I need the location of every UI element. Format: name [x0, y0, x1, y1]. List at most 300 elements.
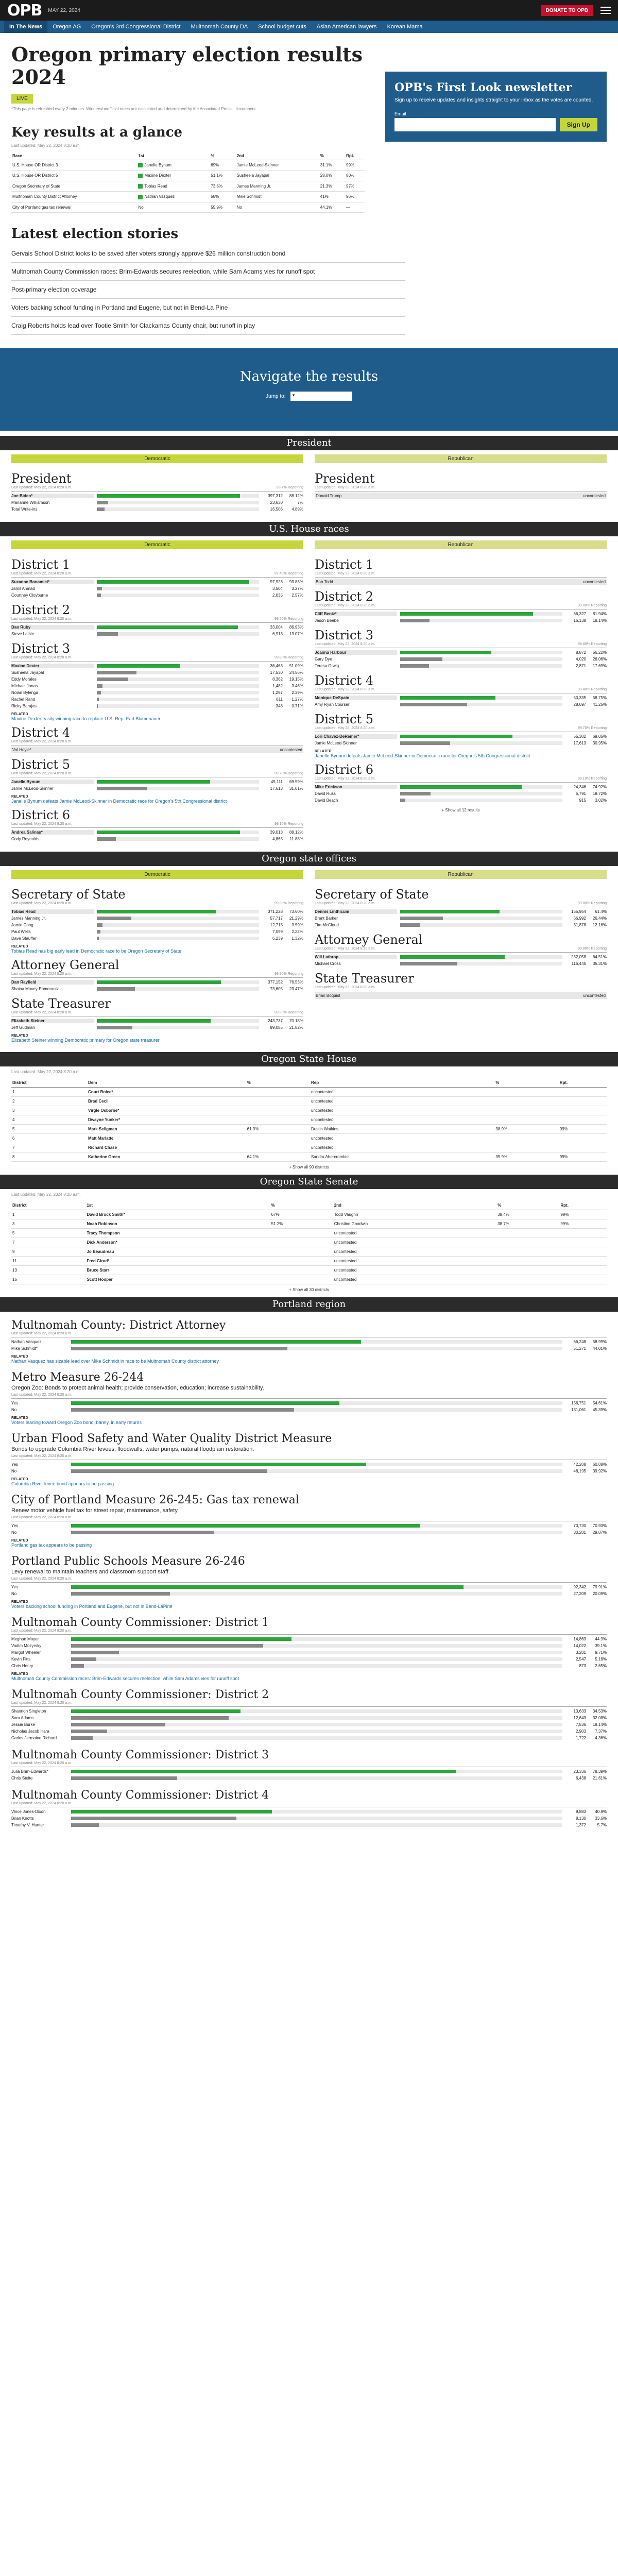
table-row	[11, 1238, 607, 1247]
vote-count: 16,506	[270, 506, 283, 512]
candidate-row	[11, 1775, 607, 1782]
vote-bar	[71, 1730, 562, 1733]
race-card	[11, 757, 303, 804]
vote-bar-fill	[97, 980, 221, 984]
vote-count: 243,737	[268, 1018, 283, 1023]
nav-link[interactable]: Korean Mama	[387, 24, 423, 30]
vote-bar-fill	[71, 1340, 361, 1344]
vote-count: 1,297	[272, 690, 283, 695]
vote-percent: 70.18%	[289, 1018, 303, 1023]
updated-text: Last updated: May 22, 2024 8:20 a.m.	[11, 1010, 72, 1014]
table-header: Rpt.	[559, 1201, 607, 1210]
race-title: Attorney General	[315, 932, 423, 947]
measure-description: Oregon Zoo: Bonds to protect animal health; provide conservation, education; increase sustainability.	[11, 1384, 264, 1391]
vote-bar	[71, 1709, 562, 1713]
candidate-name: Jeff Gudman	[11, 1025, 35, 1030]
vote-bar	[400, 910, 562, 913]
reporting-text: 99.20% Reporting	[274, 617, 303, 621]
donate-button[interactable]: DONATE TO OPB	[541, 5, 593, 16]
related-label: RELATED	[11, 1416, 28, 1420]
vote-percent: 44.9%	[595, 1636, 607, 1641]
table-cell: 5	[11, 1228, 85, 1238]
table-cell	[246, 1115, 310, 1124]
race-updated	[11, 1393, 607, 1399]
candidate-name: Timothy V. Hunter	[11, 1822, 44, 1827]
race-card	[11, 557, 303, 599]
vote-bar	[97, 594, 259, 597]
cell-text: No	[138, 205, 144, 210]
candidate-row	[11, 1649, 607, 1656]
nav-link[interactable]: School budget cuts	[258, 24, 306, 30]
reporting-text: 99.80% Reporting	[274, 1010, 303, 1014]
related-story-link[interactable]: Multnomah County Commission races: Brim-Edwards secures reelection, while Sam Adams vies for runoff spot	[11, 1675, 239, 1681]
vote-percent: 73.60%	[289, 909, 303, 914]
vote-count: 27,209	[573, 1591, 586, 1596]
candidate-name: Mike Erickson	[315, 785, 397, 789]
vote-bar	[71, 1770, 562, 1773]
measure-description: Levy renewal to maintain teachers and classroom support staff.	[11, 1568, 170, 1575]
candidate-row	[11, 1728, 607, 1735]
candidate-name: David Russ	[315, 791, 336, 796]
table-cell: 1	[11, 1087, 87, 1096]
table-cell	[494, 1133, 558, 1143]
candidate-row	[11, 703, 303, 709]
vote-count: 116,445	[571, 961, 586, 966]
vote-percent: 31.01%	[289, 786, 303, 791]
key-results-table	[11, 152, 365, 213]
table-cell	[494, 1143, 558, 1152]
vote-count: 51,271	[573, 1346, 586, 1351]
vote-count: 14,022	[573, 1643, 586, 1648]
candidate-row	[11, 1468, 607, 1475]
nav-link[interactable]: Oregon AG	[53, 24, 81, 30]
section-band-president: President	[0, 436, 618, 450]
candidate-row	[11, 585, 303, 592]
table-cell	[559, 1133, 607, 1143]
vote-bar-fill	[97, 698, 99, 701]
page-title: Oregon primary election results 2024	[11, 43, 363, 89]
vote-bar-fill	[97, 1026, 132, 1029]
vote-percent: 19.14%	[592, 1722, 607, 1727]
vote-bar	[97, 664, 259, 668]
cell-text: Janelle Bynum	[144, 163, 171, 167]
race-card	[11, 808, 303, 842]
table-cell	[210, 202, 235, 212]
candidate-row	[315, 694, 607, 701]
table-cell	[494, 1115, 558, 1124]
vote-bar	[71, 1408, 562, 1412]
related-story-link[interactable]: Tobias Read has big early lead in Democratic race to be Oregon Secretary of State	[11, 948, 182, 954]
candidate-row	[11, 1815, 607, 1822]
candidate-name: Julia Brim-Edwards*	[11, 1769, 49, 1774]
hamburger-menu-icon[interactable]	[600, 7, 611, 14]
candidate-row	[315, 663, 607, 669]
vote-count: 1,722	[575, 1735, 586, 1740]
show-all-senate[interactable]: + Show all 30 districts	[289, 1287, 329, 1292]
vote-count: 16,138	[573, 618, 586, 623]
candidate-row	[11, 979, 303, 986]
vote-percent: 19.15%	[289, 676, 303, 682]
email-field[interactable]	[394, 118, 556, 131]
race-card	[11, 996, 303, 1043]
table-cell: Noah Robinson	[85, 1219, 270, 1228]
vote-bar	[97, 632, 259, 636]
candidate-name: Maxine Dexter	[11, 664, 94, 668]
candidate-name: Suzanne Bonamici*	[11, 580, 94, 584]
related-story-link[interactable]: Portland gas tax appears to be passing	[11, 1542, 92, 1548]
race-card	[11, 603, 303, 637]
table-cell	[137, 171, 210, 181]
vote-bar	[400, 657, 562, 661]
vote-bar-fill	[97, 625, 238, 629]
table-cell	[236, 181, 319, 191]
updated-text: Last updated: May 22, 2024 8:20 a.m.	[315, 571, 375, 575]
vote-count: 1,482	[272, 683, 283, 688]
vote-percent: 26.06%	[592, 656, 607, 662]
vote-bar	[71, 1463, 562, 1466]
vote-count: 397,312	[268, 493, 283, 498]
vote-count: 24,346	[573, 784, 586, 789]
vote-percent: 44.01%	[592, 1346, 607, 1351]
dem-label: Democratic	[11, 454, 303, 463]
vote-bar	[97, 987, 259, 991]
table-row	[11, 1143, 607, 1152]
key-results-updated: Last updated: May 22, 2024 8:20 a.m.	[11, 143, 81, 148]
table-cell: 13	[11, 1265, 85, 1275]
table-cell	[559, 1265, 607, 1275]
table-cell: David Brock Smith*	[85, 1210, 270, 1219]
nav-link[interactable]: Multnomah County DA	[191, 24, 248, 30]
vote-percent: 18.72%	[592, 791, 607, 796]
candidate-row	[11, 1590, 607, 1597]
vote-percent: 35.31%	[592, 961, 607, 966]
table-cell: Scott Hooper	[85, 1275, 270, 1284]
vote-count: 99,085	[270, 1025, 283, 1030]
table-cell	[246, 1143, 310, 1152]
table-cell	[559, 1143, 607, 1152]
race-card	[11, 641, 303, 721]
table-cell: 4	[11, 1115, 87, 1124]
related-label: RELATED	[11, 944, 28, 948]
table-cell: 99%	[559, 1210, 607, 1219]
vote-count: 232,058	[571, 954, 586, 959]
candidate-row	[11, 1642, 607, 1649]
candidate-row	[315, 954, 607, 960]
cell-text: 28.0%	[320, 173, 332, 178]
vote-bar-fill	[400, 664, 429, 668]
candidate-row	[315, 656, 607, 663]
vote-percent: 3.59%	[291, 922, 303, 927]
vote-percent: 51.09%	[289, 663, 303, 668]
updated-text: Last updated: May 22, 2024 8:20 a.m.	[11, 1801, 72, 1805]
candidate-row	[11, 829, 303, 836]
vote-percent: 93.83%	[289, 579, 303, 584]
vote-bar	[97, 787, 259, 790]
story-link[interactable]: Craig Roberts holds lead over Tootie Smith for Clackamas County chair, but runoff in play	[11, 317, 405, 335]
updated-text: Last updated: May 22, 2024 8:20 a.m.	[11, 1761, 72, 1765]
vote-bar	[400, 619, 562, 622]
vote-count: 7,099	[272, 929, 283, 934]
table-cell	[246, 1133, 310, 1143]
candidate-name: Tim McCloud	[315, 922, 339, 927]
vote-bar	[97, 910, 259, 913]
updated-text: Last updated: May 22, 2024 8:20 a.m.	[11, 1393, 72, 1397]
race-updated	[315, 572, 607, 578]
vote-count: 17,613	[573, 740, 586, 745]
cell-text: 21.3%	[320, 183, 332, 189]
vote-percent: 79.91%	[592, 1584, 607, 1589]
reporting-text: 99.80% Reporting	[274, 655, 303, 659]
race-updated	[11, 1516, 607, 1521]
candidate-row	[11, 1522, 607, 1529]
race-card	[11, 725, 303, 753]
vote-percent: 2.57%	[291, 592, 303, 598]
table-cell	[270, 1265, 333, 1275]
vote-bar	[400, 696, 562, 700]
vote-count: 4,865	[272, 836, 283, 841]
vote-count: 66,992	[573, 916, 586, 921]
related-story-link[interactable]: Voters backing school funding in Portland and Eugene, but not in Bend-LaPine	[11, 1603, 173, 1609]
candidate-name: Mike Schmidt*	[11, 1346, 38, 1351]
table-cell: Sandra Abercrombie	[310, 1152, 494, 1161]
race-updated	[11, 1802, 607, 1807]
vote-bar	[71, 1657, 562, 1661]
table-cell	[270, 1238, 333, 1247]
table-row	[11, 202, 365, 212]
candidate-row	[315, 733, 607, 740]
refresh-note: *This page is refreshed every 2 minutes. Winners/unofficial races are calculated and determined by the Associated Press. · Incumbent	[11, 107, 256, 111]
updated-text: Last updated: May 22, 2024 8:20 a.m.	[11, 655, 72, 659]
vote-bar	[400, 651, 562, 654]
table-cell	[11, 192, 137, 202]
story-link[interactable]: Voters backing school funding in Portland and Eugene, but not in Bend-La Pine	[11, 299, 405, 317]
table-header: 2nd	[236, 152, 319, 160]
candidate-row	[11, 1338, 607, 1345]
candidate-row	[11, 1721, 607, 1728]
measure-card	[11, 1371, 607, 1425]
vote-percent: 3.46%	[291, 683, 303, 688]
vote-bar	[400, 917, 562, 920]
race-title: Portland Public Schools Measure 26-246	[11, 1554, 245, 1568]
vote-count: 57,717	[270, 916, 283, 921]
vote-percent: 58.75%	[592, 695, 607, 700]
nav-in-the-news[interactable]: In The News	[4, 21, 47, 33]
candidate-row	[11, 624, 303, 631]
candidate-name: No	[11, 1468, 17, 1473]
updated-text: Last updated: May 22, 2024 8:20 a.m.	[11, 1577, 72, 1581]
table-cell: 61.3%	[246, 1124, 310, 1133]
vote-percent: 9.71%	[595, 1650, 607, 1655]
vote-percent: 0.71%	[291, 703, 303, 708]
table-cell: uncontested	[310, 1096, 494, 1106]
table-cell	[559, 1275, 607, 1284]
vote-percent: 74.92%	[592, 784, 607, 789]
table-cell: 8	[11, 1152, 87, 1161]
candidate-name: Dan Ruby	[11, 625, 94, 630]
updated-text: Last updated: May 22, 2024 8:20 a.m.	[315, 642, 375, 646]
updated-text: Last updated: May 22, 2024 8:20 a.m.	[315, 687, 375, 691]
vote-bar	[97, 507, 259, 511]
table-cell: uncontested	[310, 1115, 494, 1124]
related-story-link[interactable]: Nathan Vasquez has sizable lead over Mike Schmidt in race to be Multnomah County district attorney	[11, 1358, 219, 1364]
cell-text: No	[236, 205, 242, 210]
vote-bar	[71, 1592, 562, 1596]
jump-select[interactable]: ▾	[290, 392, 352, 401]
race-title: Multnomah County Commissioner: District 3	[11, 1748, 269, 1761]
uncontested-row	[315, 579, 607, 585]
table-row	[11, 1210, 607, 1219]
candidate-name: Chris Stolte	[11, 1775, 33, 1781]
dem-label: Democratic	[11, 870, 303, 879]
race-updated	[315, 947, 607, 953]
vote-percent: 13.07%	[289, 631, 303, 636]
vote-count: 8,872	[575, 650, 586, 655]
vote-bar	[71, 1776, 562, 1780]
vote-count: 92,342	[573, 1584, 586, 1589]
candidate-name: Shannon Singleton	[11, 1708, 46, 1714]
updated-text: Last updated: May 22, 2024 8:20 a.m.	[11, 1454, 72, 1458]
table-cell: Fred Girod*	[85, 1256, 270, 1265]
vote-bar-fill	[400, 962, 457, 965]
vote-percent: 78.39%	[592, 1769, 607, 1774]
vote-bar	[97, 698, 259, 701]
measure-card	[11, 1494, 607, 1548]
vote-percent: 39.1%	[595, 1643, 607, 1648]
vote-bar	[97, 691, 259, 694]
story-link[interactable]: Post-primary election coverage	[11, 281, 405, 299]
story-link[interactable]: Multnomah County Commission races: Brim-Edwards secures reelection, while Sam Adams vies for runoff spot	[11, 263, 405, 281]
story-link[interactable]: Gervais School District looks to be saved after voters strongly approve $26 million construction bond	[11, 245, 405, 263]
cell-text: 99%	[346, 163, 355, 167]
table-cell	[345, 181, 365, 191]
related-story-link[interactable]: Janelle Bynum defeats Jamie McLeod-Skinner in Democratic race for Oregon's 5th Congressional district	[11, 798, 227, 804]
vote-bar-fill	[71, 1469, 267, 1473]
vote-bar	[400, 703, 562, 706]
vote-bar	[97, 930, 259, 934]
related-story-link[interactable]: Janelle Bynum defeats Jamie McLeod-Skinner in Democratic race for Oregon's 5th Congressional district	[315, 753, 530, 758]
uncontested-label: uncontested	[583, 579, 606, 584]
nav-link[interactable]: Asian American lawyers	[316, 24, 377, 30]
updated-text: Last updated: May 22, 2024 8:20 a.m.	[315, 485, 375, 489]
vote-bar-fill	[97, 1019, 211, 1023]
candidate-name: Shaina Maxey-Pomerantz	[11, 986, 59, 991]
osh-updated: Last updated: May 22, 2024 8:20 a.m.	[11, 1069, 81, 1074]
updated-text: Last updated: May 22, 2024 8:20 a.m.	[11, 1701, 72, 1705]
race-card	[315, 589, 607, 624]
vote-percent: 56.22%	[592, 650, 607, 655]
cell-text: 80%	[346, 173, 355, 178]
table-cell: 3	[11, 1106, 87, 1115]
vote-count: 1,372	[575, 1822, 586, 1827]
reporting-text: 99.80% Reporting	[274, 901, 303, 905]
race-updated	[315, 902, 607, 907]
cell-text: 55.9%	[211, 205, 222, 210]
vote-count: 28,697	[573, 702, 586, 707]
candidate-row	[315, 701, 607, 708]
table-header: %	[210, 152, 235, 160]
candidate-name: Jamil Ahmad	[11, 586, 35, 591]
cell-text: 41%	[320, 194, 329, 199]
candidate-row	[11, 935, 303, 942]
cell-text: 69%	[211, 163, 219, 167]
rep-label: Republican	[315, 454, 607, 463]
cell-text: 58%	[211, 194, 219, 199]
vote-bar-fill	[400, 619, 430, 622]
table-cell	[559, 1096, 607, 1106]
vote-percent: 34.53%	[592, 1708, 607, 1714]
table-cell	[236, 160, 319, 171]
table-cell: Christine Goodwin	[333, 1219, 497, 1228]
table-cell	[11, 160, 137, 171]
race-updated	[11, 1011, 303, 1016]
table-cell	[137, 202, 210, 212]
vote-count: 39,013	[270, 829, 283, 835]
vote-percent: 7%	[297, 500, 303, 505]
race-title: City of Portland Measure 26-245: Gas tax renewal	[11, 1493, 299, 1506]
vote-bar	[97, 625, 259, 629]
vote-percent: 3.27%	[291, 586, 303, 591]
related-story-link[interactable]: Columbia River levee bond appears to be passing	[11, 1481, 114, 1486]
show-all-districts[interactable]: + Show all 90 districts	[289, 1164, 329, 1170]
candidate-name: Cliff Bentz*	[315, 612, 397, 616]
candidate-name: Steve Laible	[11, 631, 35, 636]
vote-bar-fill	[97, 580, 249, 584]
table-cell: 99%	[559, 1152, 607, 1161]
signup-button[interactable]: Sign Up	[560, 118, 597, 131]
candidate-name: Teresa Orwig	[315, 663, 339, 668]
candidate-row	[11, 1024, 303, 1031]
related-story-link[interactable]: Voters leaning toward Oregon Zoo bond, barely, in early returns	[11, 1419, 142, 1425]
vote-count: 915	[579, 798, 586, 803]
nav-link[interactable]: Oregon's 3rd Congressional District	[91, 24, 181, 30]
candidate-row	[11, 1018, 303, 1024]
table-cell	[494, 1096, 558, 1106]
measure-description: Renew motor vehicle fuel tax for street repair, maintenance, safety.	[11, 1507, 179, 1514]
vote-percent: 4.89%	[291, 506, 303, 512]
updated-text: Last updated: May 22, 2024 8:20 a.m.	[11, 617, 72, 621]
show-all-link[interactable]: + Show all 12 results	[441, 807, 480, 812]
table-cell	[246, 1106, 310, 1115]
table-cell: Matt Marlatte	[87, 1133, 246, 1143]
vote-bar	[400, 955, 562, 959]
measure-description: Bonds to upgrade Columbia River levees, floodwalls, water pumps, natural floodplain restoration.	[11, 1446, 254, 1452]
related-story-link[interactable]: Elizabeth Steiner winning Democratic primary for Oregon state treasurer	[11, 1037, 160, 1043]
candidate-name: Yes	[11, 1523, 19, 1528]
table-cell	[137, 192, 210, 202]
measure-card	[11, 1688, 607, 1741]
vote-bar-fill	[97, 677, 128, 681]
table-cell: 7	[11, 1143, 87, 1152]
race-title: State Treasurer	[11, 996, 111, 1011]
candidate-row	[11, 915, 303, 922]
opb-logo[interactable]: OPB	[7, 1, 42, 20]
updated-text: Last updated: May 22, 2024 8:20 a.m.	[11, 1629, 72, 1633]
updated-text: Last updated: May 22, 2024 8:20 a.m.	[11, 571, 72, 575]
vote-bar-fill	[400, 955, 505, 959]
live-badge: LIVE	[11, 94, 33, 104]
table-cell	[137, 181, 210, 191]
candidate-name: No	[11, 1407, 17, 1412]
vote-bar	[97, 1019, 259, 1023]
newsletter-title: OPB's First Look newsletter	[394, 81, 572, 94]
table-cell	[559, 1238, 607, 1247]
vote-percent: 3.02%	[595, 798, 607, 803]
table-header: %	[496, 1201, 559, 1210]
related-story-link[interactable]: Maxine Dexter easily winning race to replace U.S. Rep. Earl Blumenauer	[11, 716, 161, 721]
table-cell	[345, 171, 365, 181]
candidate-name: Bob Todd	[316, 579, 333, 584]
cell-text: Jamie McLeod-Skinner	[236, 163, 279, 167]
